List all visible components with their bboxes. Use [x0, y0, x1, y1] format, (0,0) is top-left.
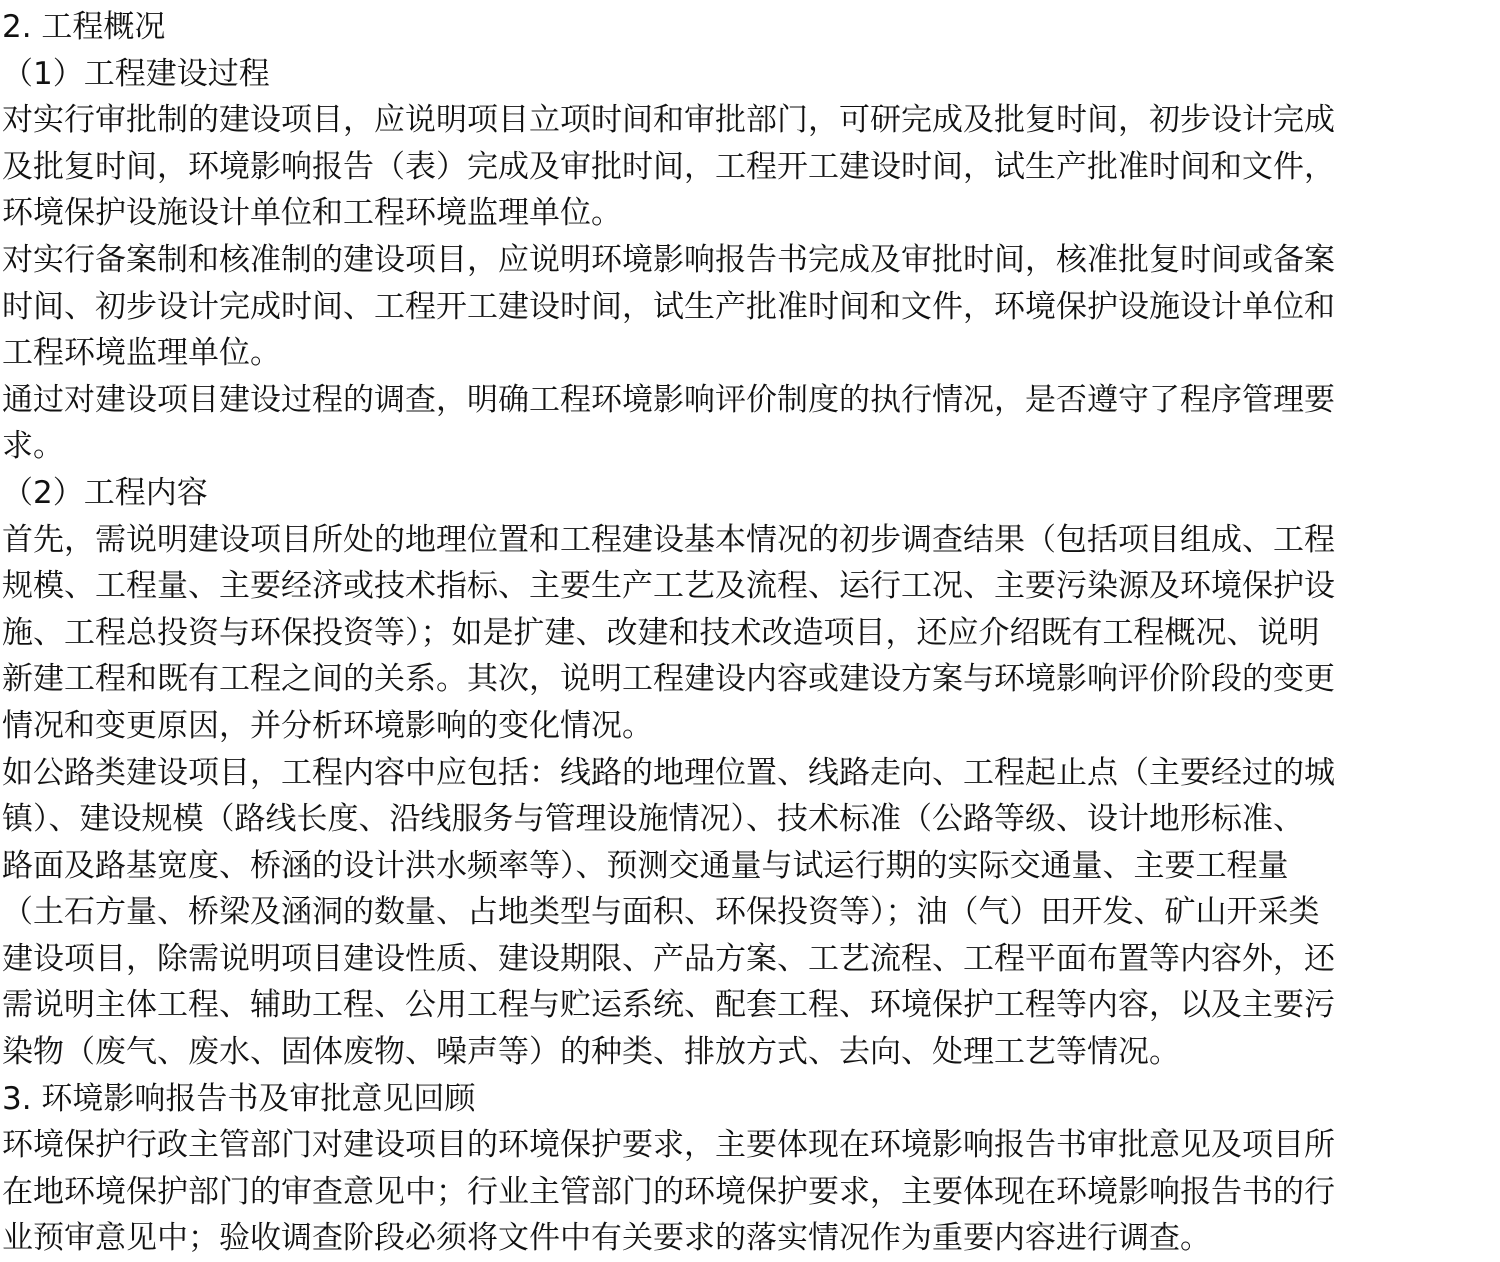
paragraph-line: 路面及路基宽度、桥涵的设计洪水频率等）、预测交通量与试运行期的实际交通量、主要工程量: [2, 847, 1289, 884]
paragraph-line: 对实行审批制的建设项目，应说明项目立项时间和审批部门，可研完成及批复时间，初步设计完成: [2, 102, 1335, 139]
paragraph-line: 环境保护设施设计单位和工程环境监理单位。: [2, 195, 622, 232]
paragraph-line: 规模、工程量、主要经济或技术指标、主要生产工艺及流程、运行工况、主要污染源及环境保护设: [2, 568, 1335, 605]
paragraph-line: 通过对建设项目建设过程的调查，明确工程环境影响评价制度的执行情况，是否遵守了程序管理要: [2, 381, 1335, 418]
paragraph-line: 建设项目，除需说明项目建设性质、建设期限、产品方案、工艺流程、工程平面布置等内容外，还: [2, 940, 1335, 977]
paragraph-line: 工程环境监理单位。: [2, 335, 281, 372]
paragraph-line: （土石方量、桥梁及涵洞的数量、占地类型与面积、环保投资等）；油（气）田开发、矿山开采类: [2, 894, 1320, 931]
paragraph-line: 时间、初步设计完成时间、工程开工建设时间，试生产批准时间和文件，环境保护设施设计单位和: [2, 288, 1335, 325]
paragraph-line: 对实行备案制和核准制的建设项目，应说明环境影响报告书完成及审批时间，核准批复时间或备案: [2, 241, 1335, 278]
paragraph-line: 在地环境保护部门的审查意见中；行业主管部门的环境保护要求，主要体现在环境影响报告书的行: [2, 1173, 1335, 1210]
section-heading-eia-review: 3. 环境影响报告书及审批意见回顾: [2, 1080, 476, 1117]
paragraph-line: 环境保护行政主管部门对建设项目的环境保护要求，主要体现在环境影响报告书审批意见及项目所: [2, 1127, 1335, 1164]
paragraph-line: 施、工程总投资与环保投资等）；如是扩建、改建和技术改造项目，还应介绍既有工程概况、说明: [2, 614, 1320, 651]
paragraph-line: 镇）、建设规模（路线长度、沿线服务与管理设施情况）、技术标准（公路等级、设计地形标准、: [2, 801, 1304, 838]
section-heading-overview: 2. 工程概况: [2, 9, 166, 45]
paragraph-line: 染物（废气、废水、固体废物、噪声等）的种类、排放方式、去向、处理工艺等情况。: [2, 1034, 1180, 1071]
paragraph-line: 如公路类建设项目，工程内容中应包括：线路的地理位置、线路走向、工程起止点（主要经过的城: [2, 754, 1335, 791]
subsection-heading-project-content: （2）工程内容: [2, 474, 208, 511]
paragraph-line: 情况和变更原因，并分析环境影响的变化情况。: [2, 707, 653, 744]
paragraph-line: 需说明主体工程、辅助工程、公用工程与贮运系统、配套工程、环境保护工程等内容，以及主要污: [2, 987, 1335, 1024]
paragraph-line: 求。: [2, 428, 64, 465]
paragraph-line: 及批复时间，环境影响报告（表）完成及审批时间，工程开工建设时间，试生产批准时间和文件，: [2, 148, 1335, 185]
paragraph-line: 业预审意见中；验收调查阶段必须将文件中有关要求的落实情况作为重要内容进行调查。: [2, 1220, 1211, 1257]
paragraph-line: 首先，需说明建设项目所处的地理位置和工程建设基本情况的初步调查结果（包括项目组成、工程: [2, 521, 1335, 558]
paragraph-line: 新建工程和既有工程之间的关系。其次，说明工程建设内容或建设方案与环境影响评价阶段的变更: [2, 661, 1335, 698]
subsection-heading-construction-process: （1）工程建设过程: [2, 55, 270, 92]
